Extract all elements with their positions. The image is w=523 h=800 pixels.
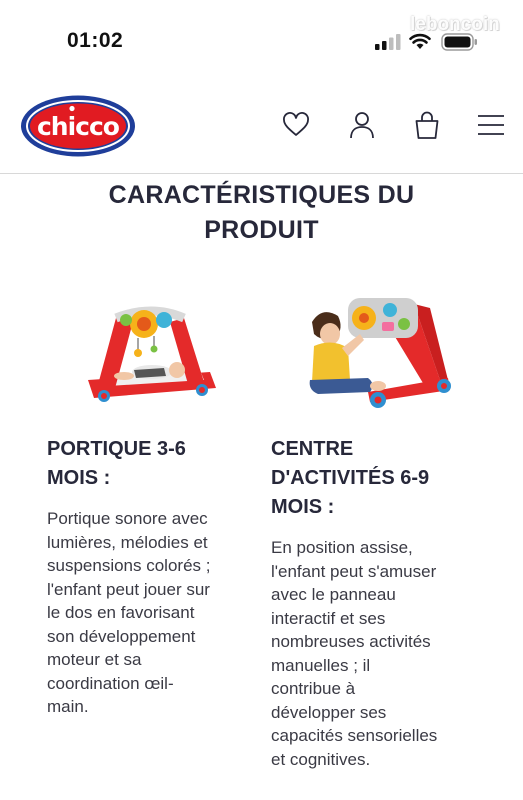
site-header — [0, 80, 523, 174]
description-line: coordination œil- — [47, 673, 174, 693]
watermark: leboncoin — [410, 14, 500, 35]
feature-description-activity-center — [271, 536, 486, 771]
description-line: main. — [47, 697, 89, 716]
description-line: nombreuses activités — [271, 632, 431, 651]
baby-gym-image — [82, 296, 222, 406]
heading-line: D'ACTIVITÉS 6-9 — [271, 467, 430, 489]
shopping-bag-icon[interactable] — [412, 110, 442, 140]
heading-line: CENTRE — [271, 438, 354, 460]
heading-line: MOIS : — [271, 496, 335, 518]
feature-heading-activity-center — [271, 435, 471, 522]
section-title-line: PRODUIT — [204, 216, 319, 244]
svg-text:chicco: chicco — [36, 112, 120, 141]
battery-icon — [441, 33, 478, 51]
description-line: manuelles ; il — [271, 655, 371, 675]
description-line: suspensions colorés ; — [47, 556, 211, 575]
description-line: lumières, mélodies et — [47, 532, 208, 552]
description-line: avec le panneau — [271, 585, 396, 604]
heading-line: MOIS : — [47, 467, 111, 489]
hamburger-menu-icon[interactable] — [476, 110, 506, 140]
heart-icon[interactable] — [281, 110, 311, 140]
feature-heading-gym — [47, 435, 227, 493]
activity-center-image — [298, 288, 458, 412]
status-bar — [0, 0, 523, 80]
status-time: 01:02 — [67, 29, 124, 52]
section-title-line: CARACTÉRISTIQUES DU — [108, 181, 415, 209]
heading-line: PORTIQUE 3-6 — [47, 438, 186, 460]
signal-icon — [375, 34, 403, 50]
description-line: développer ses — [271, 702, 387, 722]
description-line: l'enfant peut s'amuser — [271, 561, 437, 581]
description-line: interactif et ses — [271, 608, 386, 628]
description-line: et cognitives. — [271, 749, 371, 769]
chicco-logo[interactable] — [20, 95, 136, 157]
wifi-icon — [409, 32, 431, 50]
description-line: moteur et sa — [47, 650, 142, 669]
description-line: capacités sensorielles — [271, 726, 438, 745]
description-line: Portique sonore avec — [47, 509, 208, 528]
description-line: En position assise, — [271, 538, 413, 557]
description-line: l'enfant peut jouer sur — [47, 579, 210, 599]
description-line: le dos en favorisant — [47, 603, 195, 622]
section-title — [0, 178, 523, 248]
user-icon[interactable] — [347, 110, 377, 140]
description-line: contribue à — [271, 679, 356, 698]
feature-description-gym — [47, 507, 252, 719]
description-line: son développement — [47, 626, 196, 646]
